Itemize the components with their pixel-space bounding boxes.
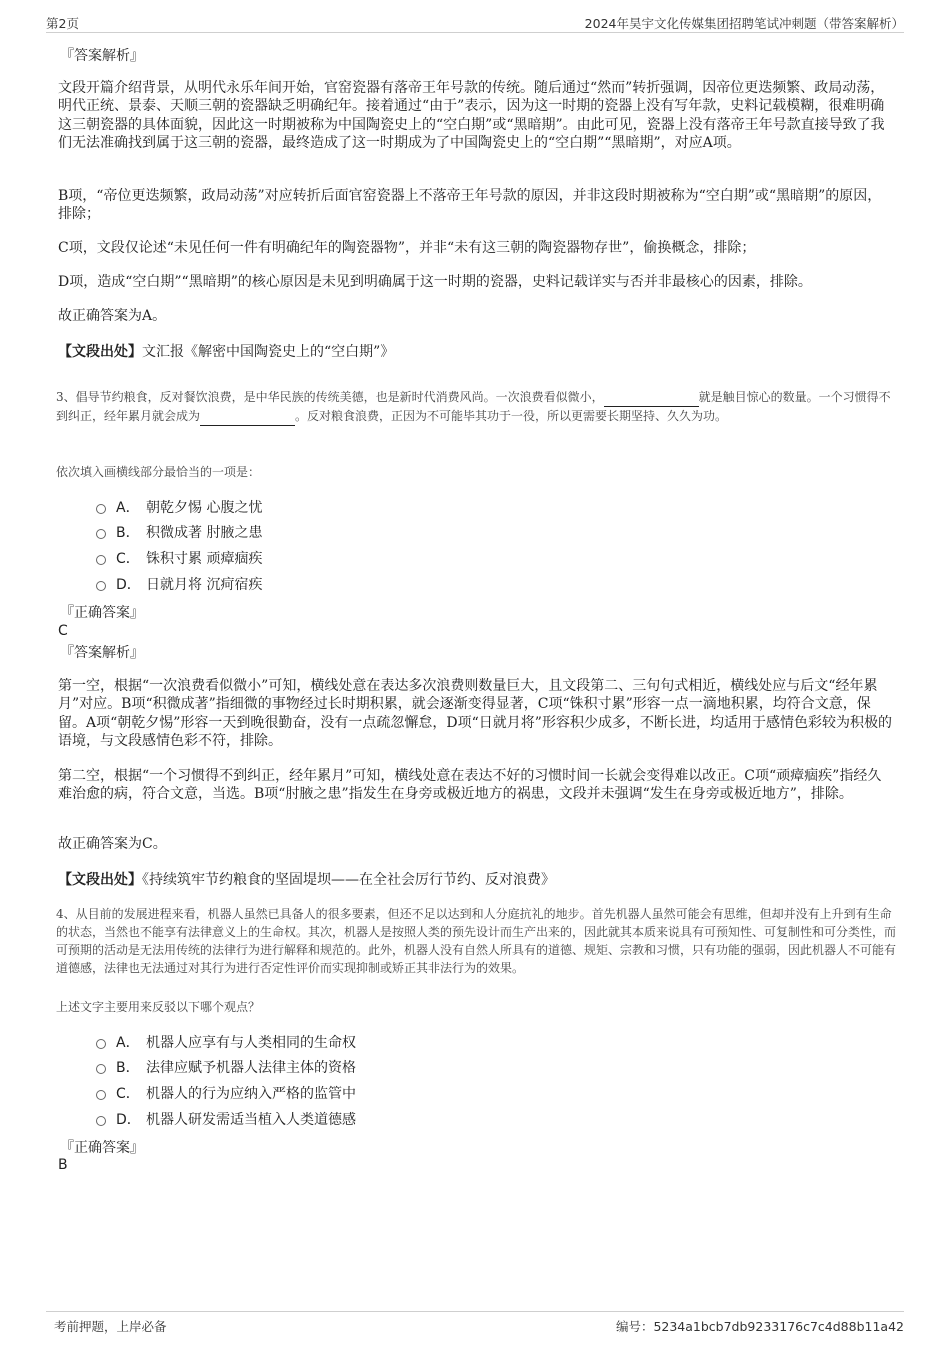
q3-text-part-1: 3、倡导节约粮食，反对餐饮浪费，是中华民族的传统美德，也是新时代消费风尚。一次浪费看似微小，	[56, 390, 604, 404]
q2-conclusion: 故正确答案为A。	[58, 308, 167, 324]
q2-analysis-paragraph-1: 文段开篇介绍背景，从明代永乐年间开始，官窑瓷器有落帝王年号款的传统。随后通过“然而”转折强调，因帝位更迭频繁、政局动荡，明代正统、景泰、天顺三朝的瓷器缺乏明确纪年。接着通过“由于”表示，因为这一时期的瓷器上没有写年款，史料记载模糊，很难明确这三朝瓷器的具体面貌，因此这一时期被称为中国陶瓷史上的“空白期”或“黑暗期”。由此可见，瓷器上没有落帝王年号款直接导致了我们无法准确找到属于这三朝的瓷器，最终造成了这一时期成为了中国陶瓷史上的“空白期”“黑暗期”，对应A项。	[58, 80, 885, 152]
q3-source-label: 【文段出处】	[58, 872, 142, 888]
q4-option-a[interactable]	[96, 1032, 356, 1052]
q2-source-label: 【文段出处】	[58, 344, 142, 360]
q4-option-b[interactable]	[96, 1057, 356, 1077]
option-key: C．	[116, 551, 140, 567]
q3-option-b[interactable]	[96, 522, 262, 542]
option-key: A．	[116, 1035, 140, 1051]
option-key: D．	[116, 1112, 141, 1128]
q3-conclusion: 故正确答案为C。	[58, 836, 167, 852]
q3-analysis-label: 『答案解析』	[60, 645, 144, 661]
option-text: 铢积寸累 顽瘴痼疾	[146, 551, 263, 567]
document-id: 编号：5234a1bcb7db9233176c7c4d88b11a42	[615, 1319, 904, 1334]
q4-question-text: 4、从目前的发展进程来看，机器人虽然已具备人的很多要素，但还不足以达到和人分庭抗礼的地步。首先机器人虽然可能会有思维，但却并没有上升到有生命的状态，当然也不能享有法律意义上的生命权。其次，机器人是按照人类的预先设计而生产出来的，因此就其本质来说具有可预知性、可复制性和可分类性，而可预期的活动是无法用传统的法律行为进行解释和规范的。此外，机器人没有自然人所具有的道德、规矩、宗教和习惯，只有功能的强弱，因此机器人不可能有道德感，法律也无法通过对其行为进行否定性评价而实现抑制或矫正其非法行为的效果。	[56, 907, 897, 975]
q3-source	[58, 869, 555, 889]
option-text: 机器人的行为应纳入严格的监管中	[146, 1086, 356, 1102]
radio-icon[interactable]	[96, 581, 106, 591]
q4-option-d[interactable]	[96, 1109, 356, 1129]
q4-answer: B	[58, 1157, 68, 1173]
q4-answer-label: 『正确答案』	[60, 1140, 144, 1156]
radio-icon[interactable]	[96, 504, 106, 514]
footer-slogan: 考前押题，上岸必备	[54, 1319, 167, 1334]
radio-icon[interactable]	[96, 1116, 106, 1126]
q3-prompt: 依次填入画横线部分最恰当的一项是：	[56, 465, 261, 479]
option-text: 机器人应享有与人类相同的生命权	[146, 1035, 356, 1051]
option-text: 机器人研发需适当植入人类道德感	[146, 1112, 356, 1128]
q3-text-part-2: 就是触目惊心的数量。一个习惯得不到纠正，经年累月就会成为	[56, 390, 891, 423]
q3-answer-label: 『正确答案』	[60, 605, 144, 621]
q2-analysis-label: 『答案解析』	[60, 48, 144, 64]
q3-analysis-paragraph-2: 第二空，根据“一个习惯得不到纠正，经年累月”可知，横线处意在表达不好的习惯时间一长就会变得难以改正。C项“顽瘴痼疾”指经久难治愈的病，符合文意，当选。B项“肘腋之患”指发生在身旁或极近地方的祸患，文段并未强调“发生在身旁或极近地方”，排除。	[58, 768, 882, 803]
q2-source	[58, 341, 394, 361]
radio-icon[interactable]	[96, 1090, 106, 1100]
q3-analysis-paragraph-1: 第一空，根据“一次浪费看似微小”可知，横线处意在表达多次浪费则数量巨大，且文段第二、三句句式相近，横线处应与后文“经年累月”对应。B项“积微成著”指细微的事物经过长时期积累，就会逐渐变得显著，C项“铢积寸累”形容一点一滴地积累，均符合文意，保留。A项“朝乾夕惕”形容一天到晚很勤奋，没有一点疏忽懈怠，D项“日就月将”形容积少成多，不断长进，均适用于感情色彩较为积极的语境，与文段感情色彩不符，排除。	[58, 678, 892, 750]
q3-option-c[interactable]	[96, 548, 262, 568]
radio-icon[interactable]	[96, 529, 106, 539]
option-key: C．	[116, 1086, 140, 1102]
q3-text-part-3: 。反对粮食浪费，正因为不可能毕其功于一役，所以更需要长期坚持、久久为功。	[295, 409, 728, 423]
q2-analysis-paragraph-4: D项，造成“空白期”“黑暗期”的核心原因是未见到明确属于这一时期的瓷器，史料记载详实与否并非最核心的因素，排除。	[58, 274, 812, 290]
option-text: 日就月将 沉疴宿疾	[146, 577, 263, 593]
q3-blank-2	[200, 407, 295, 426]
radio-icon[interactable]	[96, 1064, 106, 1074]
q3-question-text	[56, 388, 896, 426]
option-key: A．	[116, 500, 140, 516]
document-title: 2024年昊宇文化传媒集团招聘笔试冲刺题（带答案解析）	[584, 16, 904, 31]
q3-source-text: 《持续筑牢节约粮食的坚固堤坝——在全社会厉行节约、反对浪费》	[142, 872, 555, 888]
option-key: B．	[116, 1060, 140, 1076]
page-number: 第2页	[46, 16, 79, 31]
option-key: B．	[116, 525, 140, 541]
q2-analysis-paragraph-2: B项，“帝位更迭频繁，政局动荡”对应转折后面官窑瓷器上不落帝王年号款的原因，并非这段时期被称为“空白期”或“黑暗期”的原因，排除；	[58, 188, 882, 223]
option-text: 积微成著 肘腋之患	[146, 525, 263, 541]
q4-option-c[interactable]	[96, 1083, 356, 1103]
option-text: 朝乾夕惕 心腹之忧	[146, 500, 263, 516]
page-header	[46, 12, 904, 33]
q3-blank-1	[604, 388, 699, 407]
radio-icon[interactable]	[96, 555, 106, 565]
q2-analysis-paragraph-3: C项，文段仅论述“未见任何一件有明确纪年的陶瓷器物”，并非“未有这三朝的陶瓷器物存世”，偷换概念，排除；	[58, 240, 756, 256]
q4-prompt: 上述文字主要用来反驳以下哪个观点？	[56, 1000, 261, 1014]
q2-source-text: 文汇报《解密中国陶瓷史上的“空白期”》	[142, 344, 395, 360]
q3-option-a[interactable]	[96, 497, 262, 517]
q3-answer: C	[58, 623, 68, 639]
q3-option-d[interactable]	[96, 574, 262, 594]
page-footer	[46, 1311, 904, 1334]
radio-icon[interactable]	[96, 1039, 106, 1049]
option-key: D．	[116, 577, 141, 593]
option-text: 法律应赋予机器人法律主体的资格	[146, 1060, 356, 1076]
